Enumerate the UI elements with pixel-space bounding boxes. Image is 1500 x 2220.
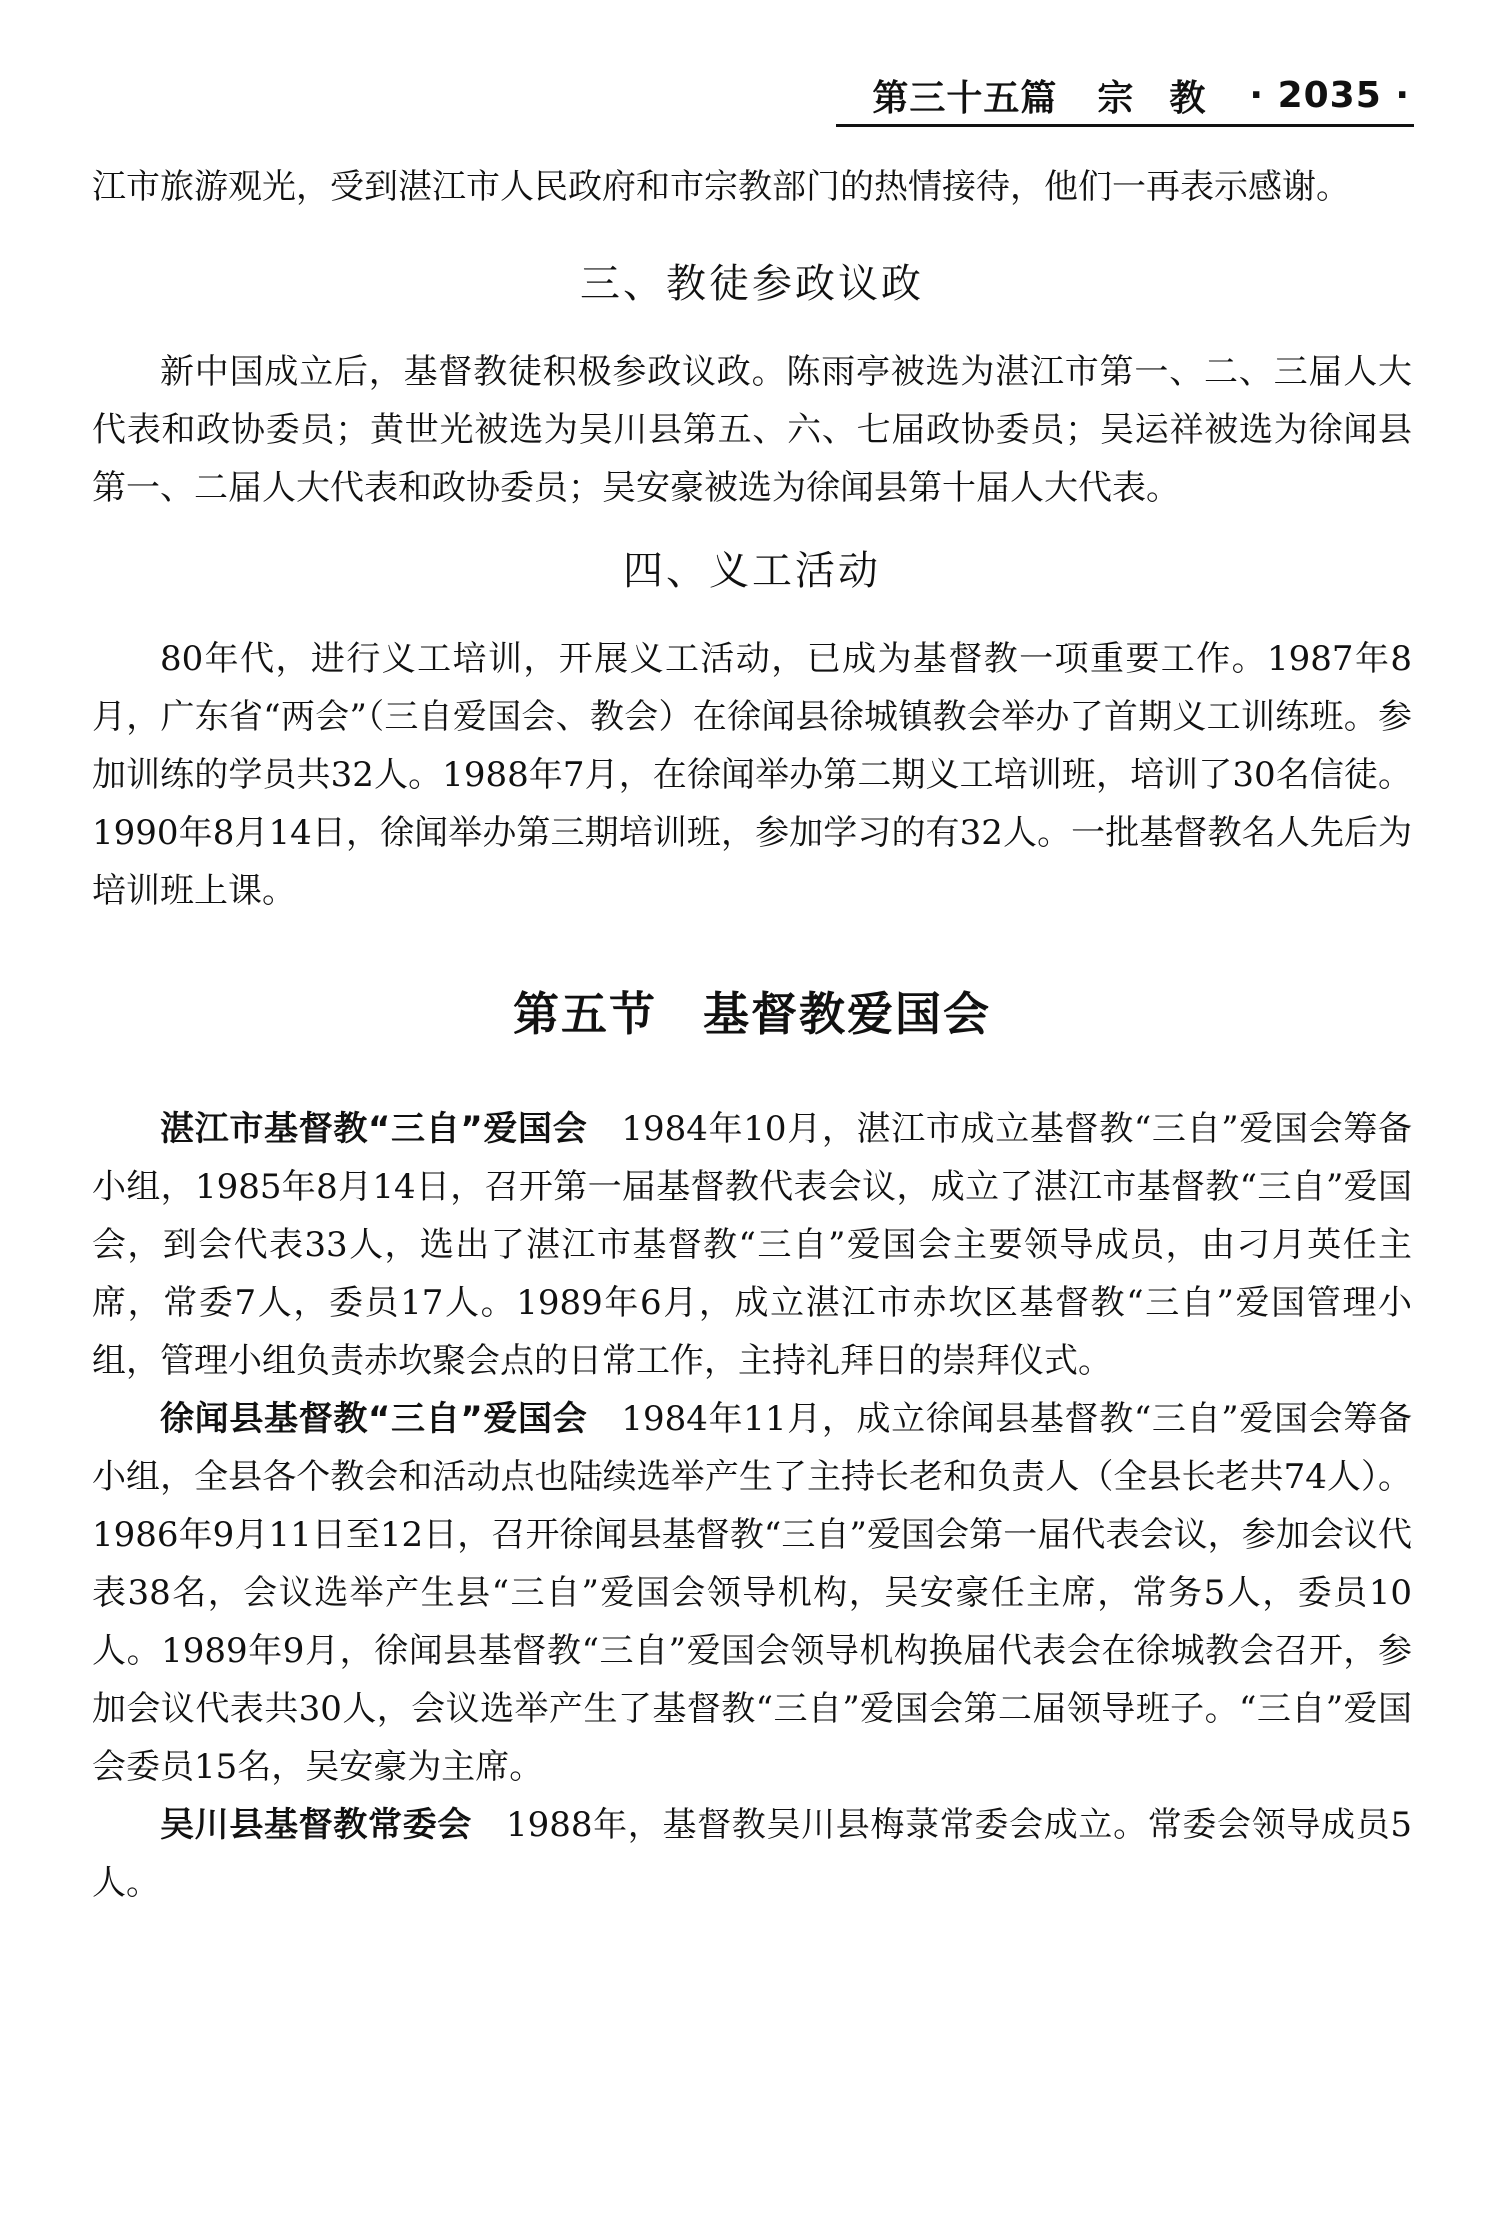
- section5-heading-number: 第五节: [513, 987, 657, 1041]
- entry-wuchuan-text: 1988年，基督教吴川县梅菉常委会成立。常委会领导成员5人。: [92, 1805, 1412, 1903]
- entry-xuwen: [92, 1390, 1412, 1796]
- section3-heading: 三、教徒参政议政: [580, 261, 924, 307]
- header-rule: [836, 124, 1414, 127]
- entry-xuwen-lead: 徐闻县基督教“三自”爱国会: [160, 1399, 588, 1439]
- entry-zhanjiang: [92, 1100, 1412, 1390]
- section5-heading-title: 基督教爱国会: [703, 987, 991, 1041]
- page-number: · 2035 ·: [1249, 74, 1410, 116]
- intro-paragraph: 江市旅游观光，受到湛江市人民政府和市宗教部门的热情接待，他们一再表示感谢。: [92, 167, 1350, 207]
- entry-zhanjiang-lead: 湛江市基督教“三自”爱国会: [160, 1109, 588, 1149]
- section4-heading: 四、义工活动: [623, 548, 881, 594]
- running-header: [830, 70, 1410, 120]
- section5-heading: [92, 978, 1412, 1044]
- entry-wuchuan: [92, 1796, 1412, 1912]
- header-chapter: 第三十五篇: [872, 77, 1058, 119]
- section3-paragraph: 新中国成立后，基督教徒积极参政议政。陈雨亭被选为湛江市第一、二、三届人大代表和政协委员；黄世光被选为吴川县第五、六、七届政协委员；吴运祥被选为徐闻县第一、二届人大代表和政协委员；吴安豪被选为徐闻县第十届人大代表。: [92, 352, 1412, 508]
- section4-paragraph: 80年代，进行义工培训，开展义工活动，已成为基督教一项重要工作。1987年8月，广东省“两会”（三自爱国会、教会）在徐闻县徐城镇教会举办了首期义工训练班。参加训练的学员共32人。1988年7月，在徐闻举办第二期义工培训班，培训了30名信徒。1990年8月14日，徐闻举办第三期培训班，参加学习的有32人。一批基督教名人先后为培训班上课。: [92, 639, 1412, 911]
- entry-xuwen-text: 1984年11月，成立徐闻县基督教“三自”爱国会筹备小组，全县各个教会和活动点也陆续选举产生了主持长老和负责人（全县长老共74人）。1986年9月11日至12日，召开徐闻县基督教“三自”爱国会第一届代表会议，参加会议代表38名，会议选举产生县“三自”爱国会领导机构，吴安豪任主席，常务5人，委员10人。1989年9月，徐闻县基督教“三自”爱国会领导机构换届代表会在徐城教会召开，参加会议代表共30人，会议选举产生了基督教“三自”爱国会第二届领导班子。“三自”爱国会委员15名，吴安豪为主席。: [92, 1399, 1412, 1787]
- page-body: [92, 158, 1412, 1912]
- header-section: 宗教: [1097, 77, 1242, 119]
- entry-zhanjiang-text: 1984年10月，湛江市成立基督教“三自”爱国会筹备小组，1985年8月14日，召开第一届基督教代表会议，成立了湛江市基督教“三自”爱国会，到会代表33人，选出了湛江市基督教“三自”爱国会主要领导成员，由刁月英任主席，常委7人，委员17人。1989年6月，成立湛江市赤坎区基督教“三自”爱国管理小组，管理小组负责赤坎聚会点的日常工作，主持礼拜日的崇拜仪式。: [92, 1109, 1412, 1381]
- entry-wuchuan-lead: 吴川县基督教常委会: [160, 1805, 472, 1845]
